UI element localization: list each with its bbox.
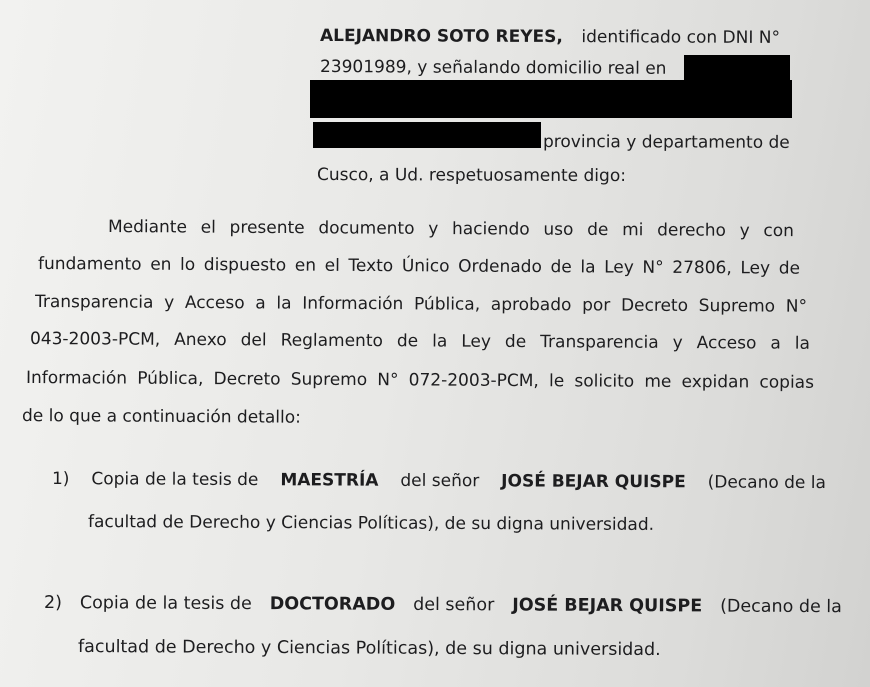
body-line-6 <box>22 406 301 428</box>
header-line-5 <box>317 165 626 186</box>
body-text: 043-2003-PCM, Anexo del Reglamento de la Ley de Transparencia y Acceso a la <box>29 329 811 354</box>
item-degree: DOCTORADO <box>269 594 396 615</box>
body-line-2 <box>38 254 800 279</box>
item-number: 1) <box>51 469 70 490</box>
header-line-1 <box>320 26 780 48</box>
item-suffix: (Decano de la <box>720 596 842 618</box>
dni-line: 23901989, y señalando domicilio real en <box>319 57 667 79</box>
redaction-bar-2 <box>310 80 792 118</box>
header-line-4 <box>543 132 790 153</box>
closing-line: Cusco, a Ud. respetuosamente digo: <box>316 165 627 187</box>
body-line-3 <box>35 292 807 317</box>
redaction-bar-3 <box>313 122 541 148</box>
item-line2: facultad de Derecho y Ciencias Políticas), de su digna universidad. <box>87 512 655 535</box>
item-prefix: Copia de la tesis de <box>91 469 259 491</box>
item-2-line-1 <box>44 593 842 617</box>
redaction-bar-1 <box>684 55 790 81</box>
body-line-1 <box>108 217 794 241</box>
requester-name: ALEJANDRO SOTO REYES, <box>319 26 563 48</box>
body-text: fundamento en lo dispuesto en el Texto Único Ordenado de la Ley N° 27806, Ley de <box>37 254 801 279</box>
body-text: de lo que a continuación detallo: <box>21 406 301 428</box>
body-text: Transparencia y Acceso a la Información Pública, aprobado por Decreto Supremo N° <box>34 292 808 317</box>
item-suffix: (Decano de la <box>707 472 827 494</box>
body-line-4 <box>30 329 810 354</box>
item-2-line-2 <box>78 637 661 660</box>
body-text: Información Pública, Decreto Supremo N° 072-2003-PCM, le solicito me expidan copias <box>25 368 815 393</box>
location-line: provincia y departamento de <box>542 132 790 153</box>
item-1-line-2 <box>88 512 654 535</box>
item-person: JOSÉ BEJAR QUISPE <box>512 595 703 617</box>
item-line2: facultad de Derecho y Ciencias Políticas), de su digna universidad. <box>77 637 661 661</box>
item-degree: MAESTRÍA <box>280 470 379 491</box>
item-prefix: Copia de la tesis de <box>79 593 252 615</box>
item-number: 2) <box>43 593 63 614</box>
header-line-2 <box>320 57 667 79</box>
body-text: Mediante el presente documento y haciendo uso de mi derecho y con <box>107 217 795 242</box>
id-text: identificado con DNI N° <box>581 27 781 49</box>
body-line-5 <box>26 368 814 393</box>
item-1-line-1 <box>52 469 826 493</box>
item-person: JOSÉ BEJAR QUISPE <box>501 471 686 493</box>
item-middle: del señor <box>413 594 495 616</box>
item-middle: del señor <box>400 470 480 492</box>
